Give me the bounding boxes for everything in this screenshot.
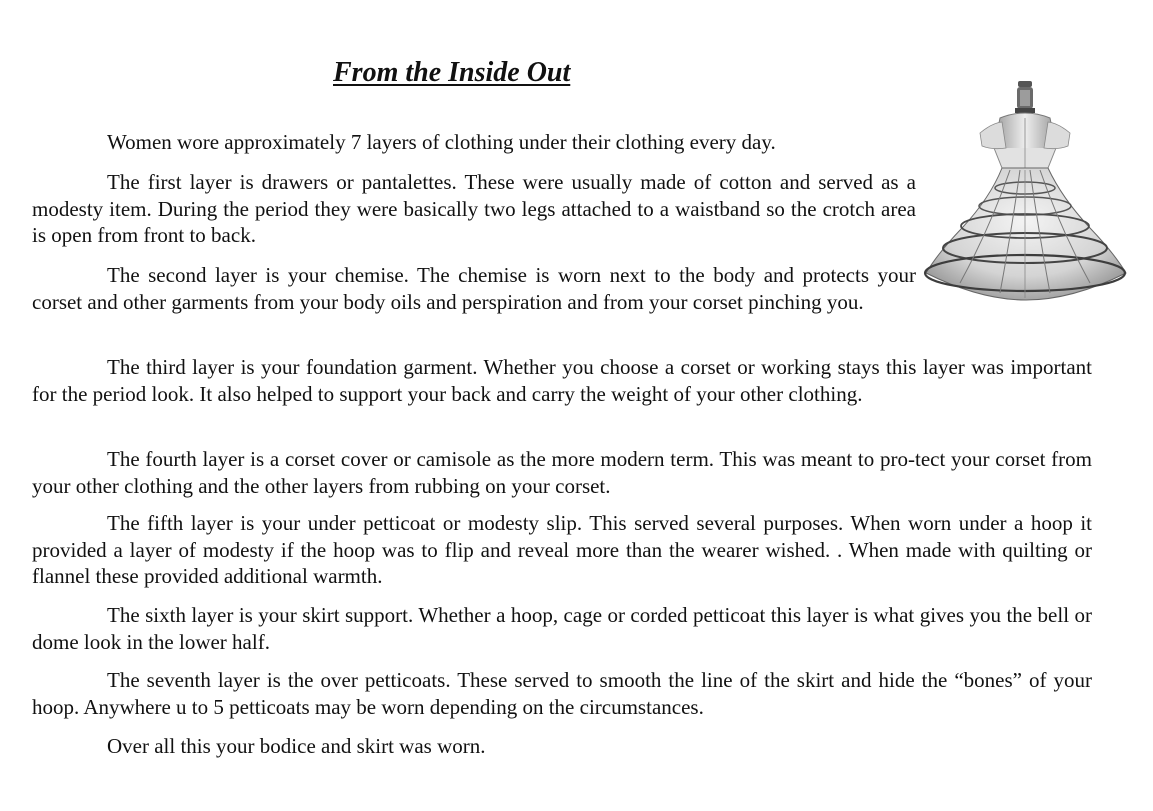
paragraph-fourth-layer: The fourth layer is a corset cover or camisole as the more modern term. This was meant to pro-tect your corset from your other clothing and the other layers from rubbing on your corset. xyxy=(32,447,1092,498)
hoop-skirt-mannequin-icon xyxy=(920,78,1132,303)
paragraph-third-layer: The third layer is your foundation garment. Whether you choose a corset or working stays this layer was important for the period look. It also helped to support your back and carry the weight of your other clothing. xyxy=(32,355,1092,406)
paragraph-closing: Over all this your bodice and skirt was worn. xyxy=(107,734,486,758)
intro-paragraph: Women wore approximately 7 layers of clothing under their clothing every day. xyxy=(107,130,776,154)
page-title: From the Inside Out xyxy=(333,57,571,88)
paragraph-second-layer: The second layer is your chemise. The chemise is worn next to the body and protects your corset and other garments from your body oils and perspiration and from your corset pinching you. xyxy=(32,263,916,314)
paragraph-sixth-layer: The sixth layer is your skirt support. Whether a hoop, cage or corded petticoat this layer is what gives you the bell or dome look in the lower half. xyxy=(32,603,1092,654)
paragraph-first-layer: The first layer is drawers or pantalettes. These were usually made of cotton and served as a modesty item. During the period they were basically two legs attached to a waistband so the crotch area is open from front to back. xyxy=(32,170,916,247)
paragraph-fifth-layer: The fifth layer is your under petticoat or modesty slip. This served several purposes. When worn under a hoop it provided a layer of modesty if the hoop was to flip and reveal more than the wearer wished. . When made with quilting or flannel these provided additional warmth. xyxy=(32,511,1092,588)
paragraph-seventh-layer: The seventh layer is the over petticoats. These served to smooth the line of the skirt and hide the “bones” of your hoop. Anywhere u to 5 petticoats may be worn depending on the circumstances. xyxy=(32,668,1092,719)
